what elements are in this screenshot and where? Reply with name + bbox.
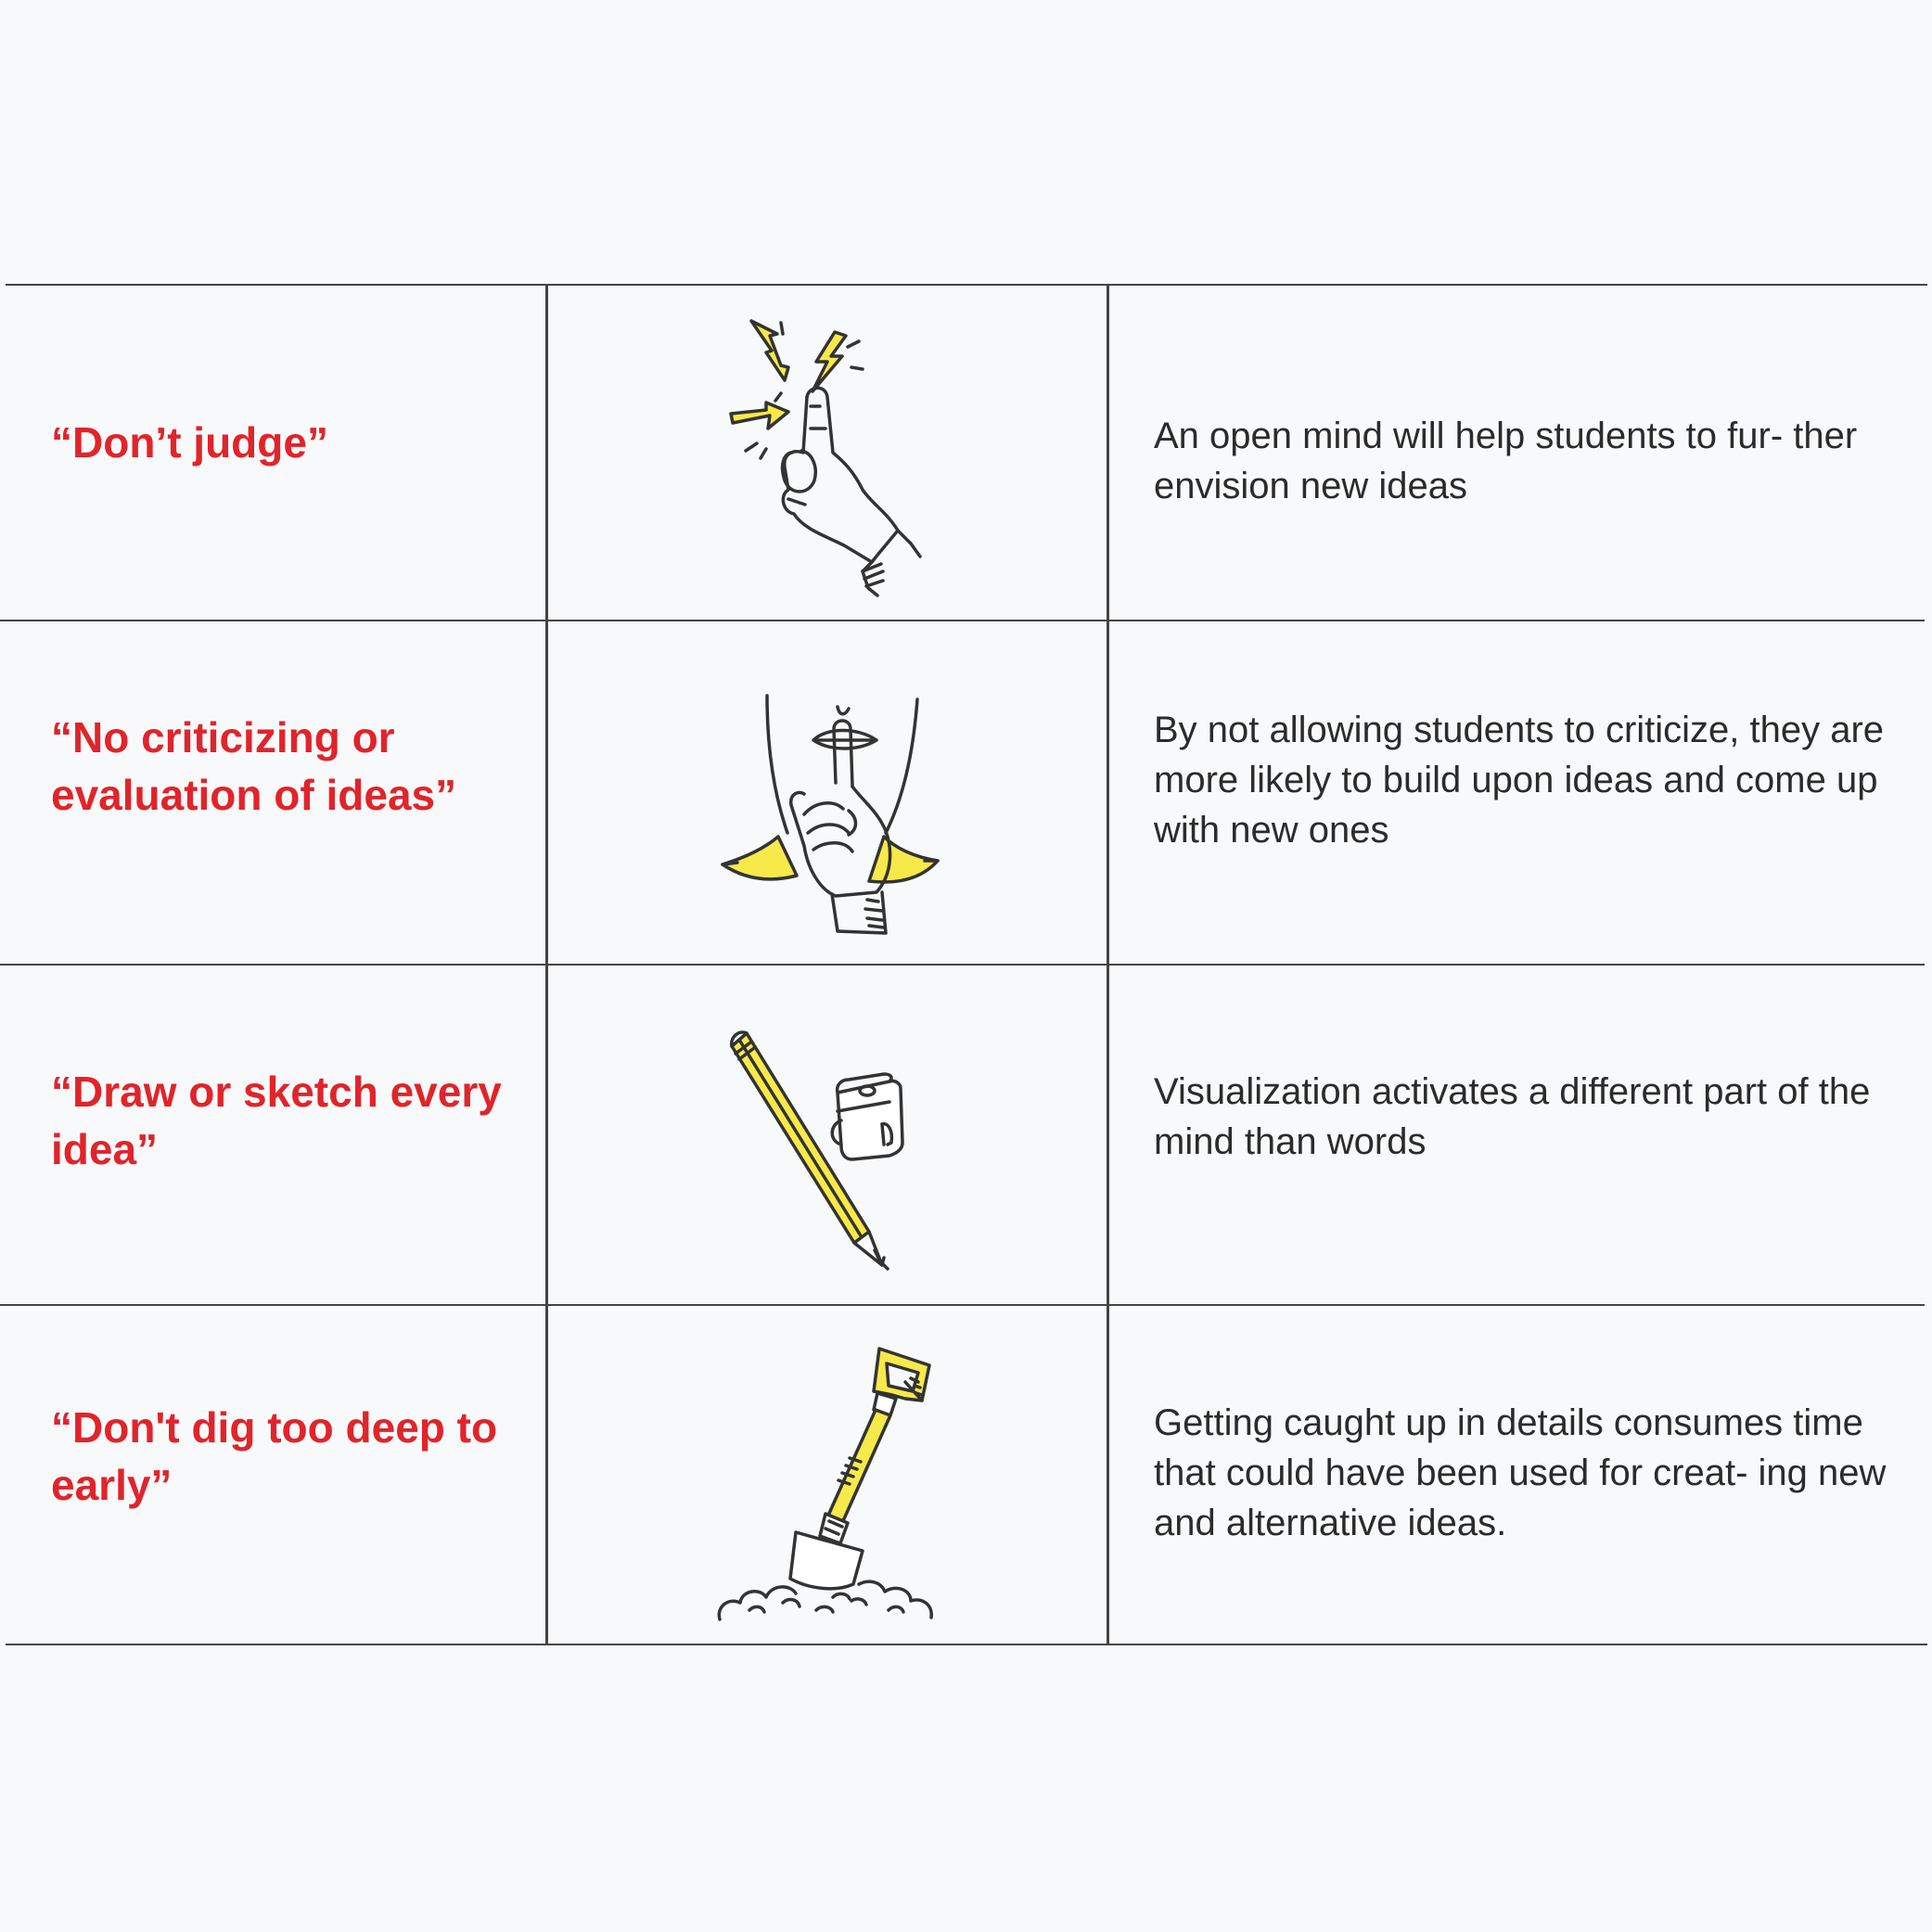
row-divider xyxy=(0,1304,1925,1306)
row-divider xyxy=(0,620,1925,621)
rule-title: “Don’t judge” xyxy=(51,418,328,467)
column-divider xyxy=(545,284,548,1645)
shovel-dirt-icon xyxy=(712,1341,944,1619)
pointing-hand-lightning-icon xyxy=(723,313,946,610)
shush-finger-icon xyxy=(719,694,941,953)
rule-title: “Don't dig too deep to early” xyxy=(51,1403,498,1509)
rule-title: “Draw or sketch every idea” xyxy=(51,1068,502,1173)
pencil-sharpener-icon xyxy=(726,1028,930,1278)
rule-description: An open mind will help students to fur- ther envision new ideas xyxy=(1154,416,1858,506)
rule-description: Visualization activates a different part of the mind than words xyxy=(1154,1071,1871,1162)
table-bottom-border xyxy=(6,1644,1927,1645)
rule-description: Getting caught up in details consumes time that could have been used for creat- ing new and alternative ideas. xyxy=(1154,1402,1887,1543)
row-divider xyxy=(0,964,1925,966)
table-top-border xyxy=(6,284,1927,286)
column-divider xyxy=(1107,284,1109,1645)
rule-description: By not allowing students to criticize, they are more likely to build upon ideas and come up with new ones xyxy=(1154,710,1885,851)
rule-title: “No criticizing or evaluation of ideas” xyxy=(51,713,457,819)
